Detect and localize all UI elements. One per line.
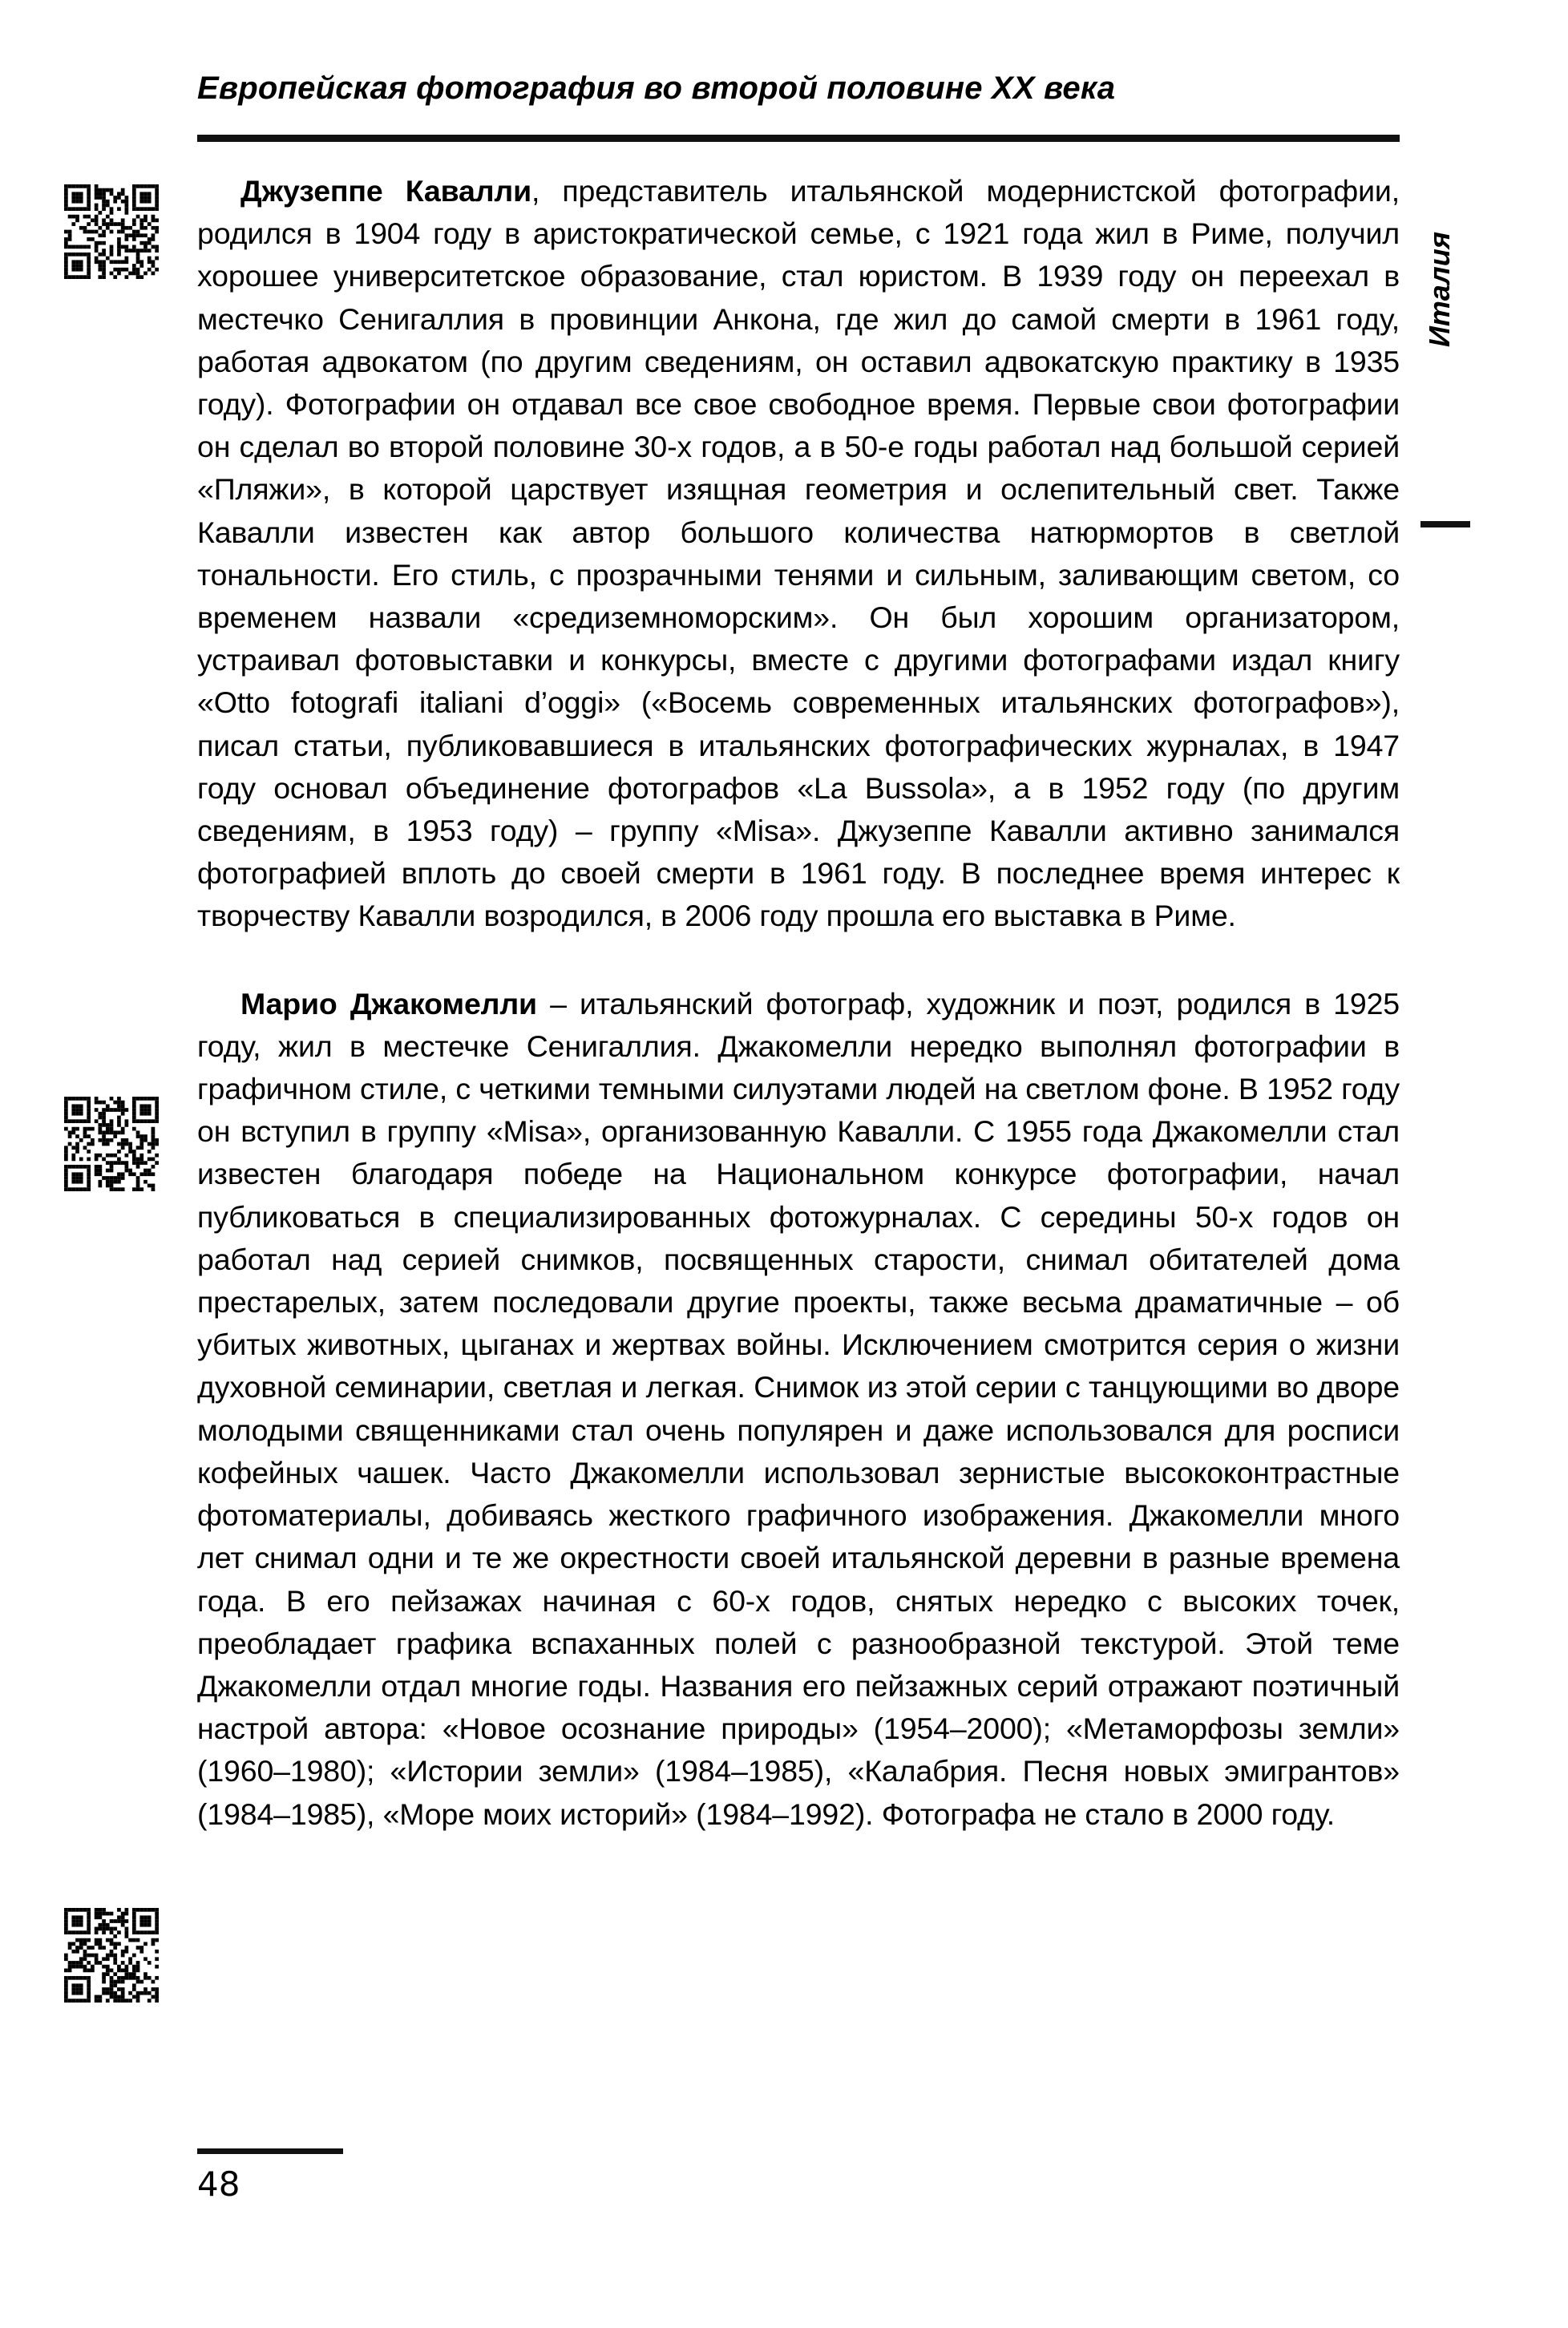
paragraph-body-giacomelli: – итальянский фотограф, художник и поэт, родился в 1925 году, жил в местечке Сенигаллия. Джакомелли нередко выполнял фотографии в графичном стиле, с четкими темными силуэтами людей на светлом фоне. В 1952 году он вступил в группу «Misa», организованную Кавалли. С 1955 года Джакомелли стал известен благодаря победе на Национальном конкурсе фотографии, начал публиковаться в специализированных фотожурналах. С середины 50-х годов он работал над серией снимков, посвященных старости, снимал обитателей дома престарелых, затем последовали другие проекты, также весьма драматичные – об убитых животных, цыганах и жертвах войны. Исключением смотрится серия о жизни духовной семинарии, светлая и легкая. Снимок из этой серии с танцующими во дворе молодыми священниками стал очень популярен и даже использовался для росписи кофейных чашек. Часто Джакомелли использовал зернистые высококонтрастные фотоматериалы, добиваясь жесткого графичного изображения. Джакомелли много лет снимал одни и те же окрестности своей итальянской деревни в разные времена года. В его пейзажах начиная с 60-х годов, снятых нередко с высоких точек, преобладает графика вспаханных полей с разнообразной текстурой. Этой теме Джакомелли отдал многие годы. Названия его пейзажных серий отражают поэтичный настрой автора: «Новое осознание природы» (1954–2000); «Метаморфозы земли» (1960–1980); «Истории земли» (1984–1985), «Калабрия. Песня новых эмигрантов» (1984–1985), «Море моих историй» (1984–1992). Фотографа не стало в 2000 году. [197,986,1400,1831]
section-side-tab-rule [1420,521,1470,527]
running-header [197,71,1400,106]
page-number: 48 [197,2164,240,2204]
paragraph-cavalli [197,170,1400,938]
section-side-tab-label: Италия [1423,232,1456,347]
paragraph-body-cavalli: , представитель итальянской модернистской фотографии, родился в 1904 году в аристократической семье, с 1921 года жил в Риме, получил хорошее университетское образование, стал юристом. В 1939 году он переехал в местечко Сенигаллия в провинции Анкона, где жил до самой смерти в 1961 году, работая адвокатом (по другим сведениям, он оставил адвокатскую практику в 1935 году). Фотографии он отдавал все свое свободное время. Первые свои фотографии он сделал во второй половине 30-х годов, а в 50-е годы работал над большой серией «Пляжи», в которой царствует изящная геометрия и ослепительный свет. Также Кавалли известен как автор большого количества натюрмортов в светлой тональности. Его стиль, с прозрачными тенями и сильным, заливающим светом, со временем назвали «средиземноморским». Он был хорошим организатором, устраивал фотовыставки и конкурсы, вместе с другими фотографами издал книгу «Otto fotografi italiani d’oggi» («Восемь современных итальянских фотографов»), писал статьи, публиковавшиеся в итальянских фотографических журналах, в 1947 году основал объединение фотографов «La Bussola», а в 1952 году (по другим сведениям, в 1953 году) – группу «Misa». Джузеппе Кавалли активно занимался фотографией вплоть до своей смерти в 1961 году. В последнее время интерес к творчеству Кавалли возродился, в 2006 году прошла его выставка в Риме. [197,174,1400,933]
qr-code-giacomelli-series [64,1908,159,2003]
page-title: Европейская фотография во второй половине XX века [197,71,1116,106]
paragraph-lead-cavalli: Джузеппе Кавалли [240,174,531,208]
qr-code-cavalli [64,184,159,279]
section-side-tab [1412,186,1461,451]
footer-divider-rule [197,2148,343,2154]
text-column [197,170,1400,1836]
qr-code-giacomelli [64,1097,159,1191]
header-divider-rule [197,135,1400,142]
paragraph-lead-giacomelli: Марио Джакомелли [240,986,537,1021]
paragraph-giacomelli [197,983,1400,1836]
